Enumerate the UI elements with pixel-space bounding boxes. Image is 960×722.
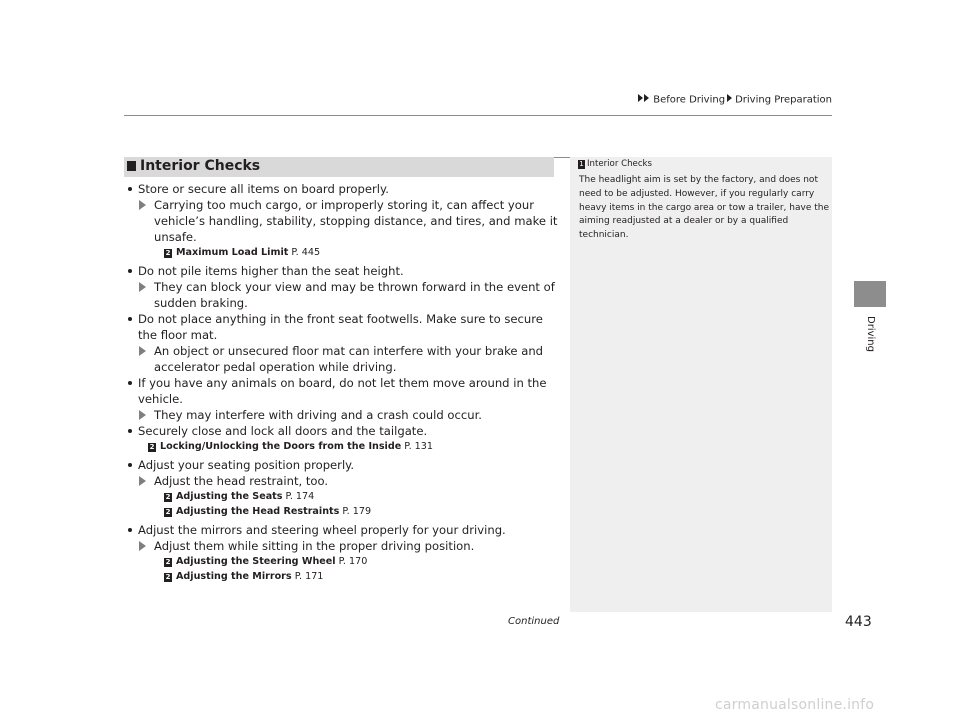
- continued-label: Continued: [508, 616, 560, 627]
- breadcrumb-before-driving[interactable]: Before Driving: [653, 94, 726, 106]
- sub-item: They can block your view and may be thrown forward in the event of sudden braking.: [124, 279, 564, 311]
- breadcrumb-driving-preparation[interactable]: Driving Preparation: [735, 94, 832, 106]
- reference-icon: 2: [165, 558, 171, 566]
- sub-item: They may interfere with driving and a crash could occur.: [124, 407, 564, 423]
- bullet-icon: [128, 317, 132, 321]
- bullet-icon: [128, 381, 132, 385]
- double-arrow-icon: [638, 94, 650, 105]
- reference-icon: 2: [149, 443, 155, 451]
- list-item: Do not place anything in the front seat footwells. Make sure to secure the floor mat.: [124, 311, 564, 343]
- cross-reference[interactable]: 2 Adjusting the Head Restraints P. 179: [165, 506, 372, 517]
- list-item: Store or secure all items on board properly.: [124, 181, 564, 197]
- bullet-icon: [128, 269, 132, 273]
- triangle-icon: [139, 410, 146, 420]
- panel-connector-line: [554, 157, 570, 158]
- cross-reference[interactable]: 2 Adjusting the Steering Wheel P. 170: [165, 556, 368, 567]
- page-number: 443: [845, 614, 872, 630]
- bullet-icon: [128, 187, 132, 191]
- cross-reference[interactable]: 2 Adjusting the Seats P. 174: [165, 491, 315, 502]
- triangle-icon: [139, 282, 146, 292]
- sub-item: Carrying too much cargo, or improperly storing it, can affect your vehicle’s handling, stability, stopping distance, and tires, and make it unsafe.: [124, 197, 564, 245]
- list-item: If you have any animals on board, do not let them move around in the vehicle.: [124, 375, 564, 407]
- bullet-icon: [128, 528, 132, 532]
- side-note-title: 1 Interior Checks: [579, 159, 652, 169]
- triangle-icon: [139, 200, 146, 210]
- bullet-icon: [128, 429, 132, 433]
- header-divider: [124, 115, 832, 116]
- chapter-tab[interactable]: [854, 281, 886, 307]
- breadcrumb: [0, 94, 832, 106]
- side-note-text: The headlight aim is set by the factory, and does not need to be adjusted. However, if you regularly carry heavy items in the cargo area or tow a trailer, have the aiming readjusted at a dealer or by a qualified technician.: [579, 175, 829, 241]
- list-item: Securely close and lock all doors and the tailgate.: [124, 423, 564, 439]
- chapter-tab-label: Driving: [865, 316, 876, 352]
- list-item: Do not pile items higher than the seat height.: [124, 263, 564, 279]
- main-content: [124, 181, 564, 584]
- reference-icon: 2: [165, 249, 171, 257]
- triangle-icon: [139, 346, 146, 356]
- sub-item: Adjust the head restraint, too.: [124, 473, 564, 489]
- reference-icon: 2: [165, 493, 171, 501]
- list-item: Adjust the mirrors and steering wheel properly for your driving.: [124, 522, 564, 538]
- cross-reference[interactable]: 2 Maximum Load Limit P. 445: [165, 247, 321, 258]
- cross-reference[interactable]: 2 Locking/Unlocking the Doors from the Inside P. 131: [149, 441, 433, 452]
- triangle-icon: [139, 541, 146, 551]
- sub-item: Adjust them while sitting in the proper driving position.: [124, 538, 564, 554]
- triangle-icon: [139, 476, 146, 486]
- watermark: carmanualsonline.info: [715, 697, 875, 713]
- bullet-icon: [128, 463, 132, 467]
- square-bullet-icon: [127, 161, 136, 171]
- list-item: Adjust your seating position properly.: [124, 457, 564, 473]
- reference-icon: 2: [165, 573, 171, 581]
- arrow-icon: [727, 94, 733, 105]
- section-heading-bar: [124, 157, 554, 177]
- reference-icon: 2: [165, 508, 171, 516]
- side-note-panel: [570, 157, 832, 612]
- section-title: Interior Checks: [127, 158, 260, 174]
- note-number-icon: 1: [579, 160, 584, 168]
- cross-reference[interactable]: 2 Adjusting the Mirrors P. 171: [165, 571, 324, 582]
- sub-item: An object or unsecured floor mat can interfere with your brake and accelerator pedal operation while driving.: [124, 343, 564, 375]
